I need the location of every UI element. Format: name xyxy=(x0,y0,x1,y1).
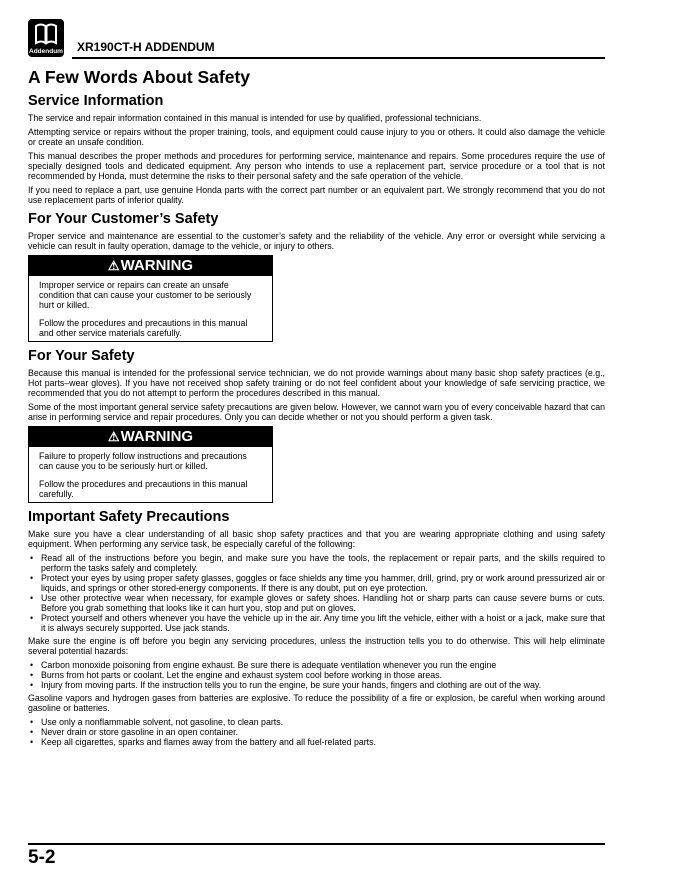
page-title: A Few Words About Safety xyxy=(28,67,251,87)
list-item: • Keep all cigarettes, sparks and flames away from the battery and all fuel-related parts. xyxy=(28,737,605,747)
page-content xyxy=(28,64,605,750)
paragraph: Make sure you have a clear understanding of all basic shop safety practices and that you are wearing appropriate clothing and using safety equipment. When performing any service task, be especially careful of the following: xyxy=(28,529,605,549)
addendum-icon-label: Addendum xyxy=(29,48,63,55)
warning-text: Failure to properly follow instructions and precautions can cause you to be seriously hurt or killed. xyxy=(39,451,247,471)
paragraph: This manual describes the proper methods and procedures for performing service, maintenance and repairs. Some procedures require the use of specially designed tools and dedicated equipment. Any person who intends to use a replacement part, service procedure or a tool that is not recommended by Honda, must determine the risks to their personal safety and the safe operation of the vehicle. xyxy=(28,151,605,181)
bullet-list xyxy=(28,660,605,690)
warning-triangle-icon: ⚠ xyxy=(107,258,120,273)
warning-triangle-icon: ⚠ xyxy=(107,429,120,444)
warning-label: WARNING xyxy=(120,428,194,445)
section-heading-customer-safety: For Your Customer’s Safety xyxy=(28,211,219,227)
section-heading-service-information: Service Information xyxy=(28,93,164,109)
list-item: • Burns from hot parts or coolant. Let the engine and exhaust system cool before working in those areas. xyxy=(28,670,605,680)
warning-body xyxy=(29,276,272,341)
list-item: • Never drain or store gasoline in an open container. xyxy=(28,727,605,737)
footer-divider xyxy=(28,843,605,845)
list-item: • Use other protective wear when necessary, for example gloves or safety shoes. Handling hot or sharp parts can cause severe burns or cuts. Before you grab something that looks like it can hurt you, stop and put on gloves. xyxy=(28,593,605,613)
warning-box xyxy=(28,426,273,503)
list-item: • Carbon monoxide poisoning from engine exhaust. Be sure there is adequate ventilation whenever you run the engine xyxy=(28,660,605,670)
paragraph: The service and repair information contained in this manual is intended for use by qualified, professional technicians. xyxy=(28,113,482,123)
paragraph: Attempting service or repairs without the proper training, tools, and equipment could cause injury to you or others. It could also damage the vehicle or create an unsafe condition. xyxy=(28,127,605,147)
list-item: • Injury from moving parts. If the instruction tells you to run the engine, be sure your hands, fingers and clothing are out of the way. xyxy=(28,680,605,690)
paragraph: Gasoline vapors and hydrogen gases from batteries are explosive. To reduce the possibility of a fire or explosion, be careful when working around gasoline or batteries. xyxy=(28,693,605,713)
warning-text: Follow the procedures and precautions in this manual carefully. xyxy=(39,479,248,499)
warning-text: Follow the procedures and precautions in this manual and other service materials carefully. xyxy=(39,318,248,338)
section-heading-important-precautions: Important Safety Precautions xyxy=(28,509,230,525)
paragraph: Because this manual is intended for the professional service technician, we do not provide warnings about many basic shop safety practices (e.g., Hot parts–wear gloves). If you have not received shop safety training or do not feel confident about your knowledge of safe servicing practice, we recommended that you do not attempt to perform the procedures described in this manual. xyxy=(28,368,605,398)
paragraph: If you need to replace a part, use genuine Honda parts with the correct part number or an equivalent part. We strongly recommend that you do not use replacement parts of inferior quality. xyxy=(28,185,605,205)
header-title: XR190CT-H ADDENDUM xyxy=(77,40,215,54)
paragraph: Proper service and maintenance are essential to the customer’s safety and the reliability of the vehicle. Any error or oversight while servicing a vehicle can result in faulty operation, damage to the vehicle, or injury to others. xyxy=(28,231,605,251)
list-item: • Read all of the instructions before you begin, and make sure you have the tools, the replacement or repair parts, and the skills required to perform the tasks safely and completely. xyxy=(28,553,605,573)
warning-header xyxy=(29,427,272,447)
paragraph: Make sure the engine is off before you begin any servicing procedures, unless the instruction tells you to do otherwise. This will help eliminate several potential hazards: xyxy=(28,636,605,656)
warning-box xyxy=(28,255,273,342)
warning-text: Improper service or repairs can create an unsafe condition that can cause your customer to be seriously hurt or killed. xyxy=(39,280,252,310)
list-item: • Use only a nonflammable solvent, not gasoline, to clean parts. xyxy=(28,717,605,727)
bullet-list xyxy=(28,553,605,633)
list-item: • Protect your eyes by using proper safety glasses, goggles or face shields any time you hammer, drill, grind, pry or work around pressurized air or liquids, and springs or other stored-energy components. If there is any doubt, put on eye protection. xyxy=(28,573,605,593)
warning-body xyxy=(29,447,272,502)
warning-header xyxy=(29,256,272,276)
warning-label: WARNING xyxy=(120,257,194,274)
bullet-list xyxy=(28,717,605,747)
open-book-icon xyxy=(28,19,64,57)
paragraph: Some of the most important general service safety precautions are given below. However, we cannot warn you of every conceivable hazard that can arise in performing service and repair procedures. Only you can decide whether or not you should perform a given task. xyxy=(28,402,605,422)
header-divider xyxy=(72,57,605,59)
section-heading-your-safety: For Your Safety xyxy=(28,348,135,364)
list-item: • Protect yourself and others whenever you have the vehicle up in the air. Any time you lift the vehicle, either with a hoist or a jack, make sure that it is always securely supported. Use jack stands. xyxy=(28,613,605,633)
page-number: 5-2 xyxy=(28,847,56,868)
